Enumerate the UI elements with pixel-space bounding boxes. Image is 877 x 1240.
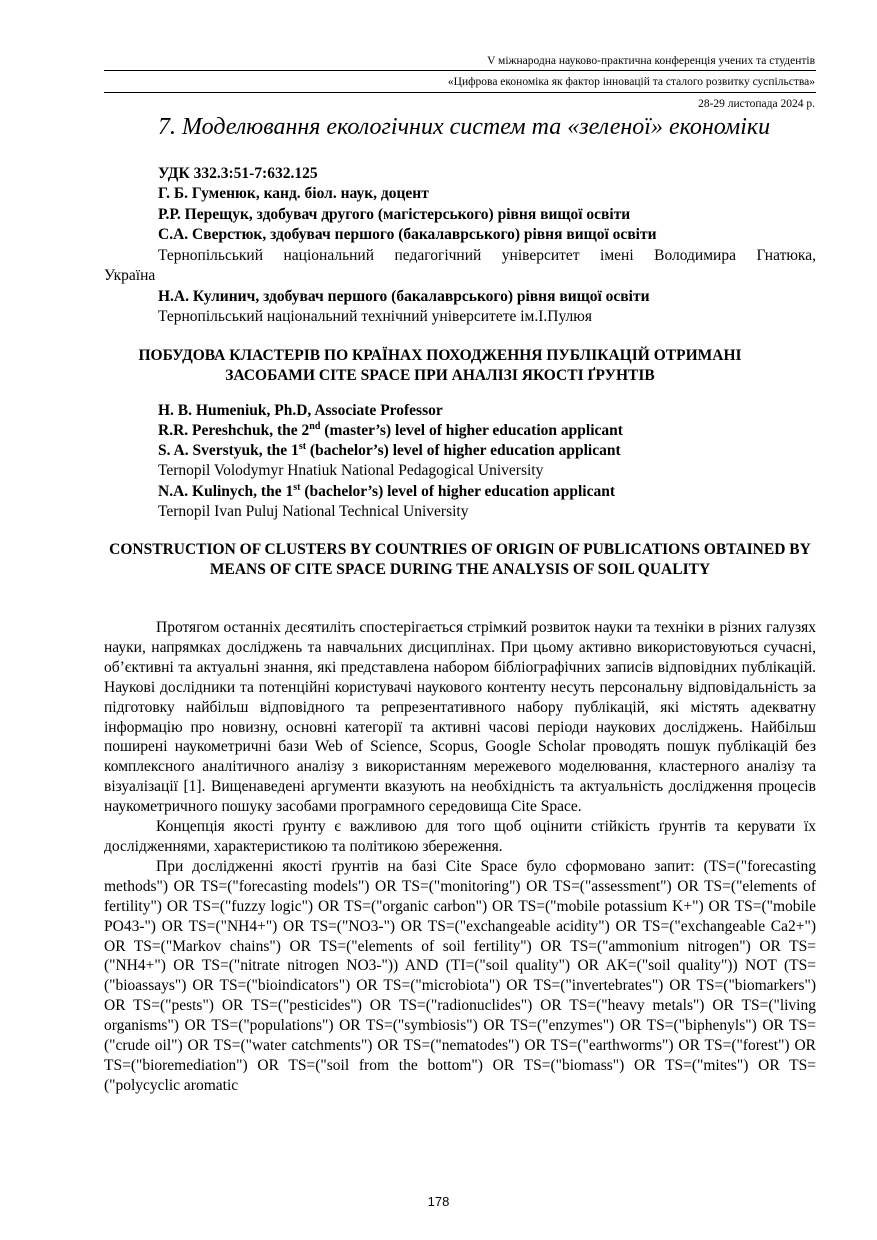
udk-code: УДК 332.3:51-7:632.125	[158, 165, 318, 182]
author-ua: Г. Б. Гуменюк, канд. біол. наук, доцент	[158, 185, 429, 202]
paragraph: Концепція якості ґрунту є важливою для того щоб оцінити стійкість ґрунтів та керувати їх дослідженнями, характеристикою та політикою збереження.	[104, 818, 816, 855]
author-en: S. A. Sverstyuk, the 1st (bachelor’s) level of higher education applicant	[158, 440, 621, 459]
affiliation-ua: Тернопільський національний технічний університете ім.І.Пулюя	[158, 308, 592, 325]
author-ua: Н.А. Кулинич, здобувач першого (бакалаврського) рівня вищої освіти	[158, 288, 650, 305]
running-header-date: 28-29 листопада 2024 р.	[698, 98, 815, 110]
affiliation-ua: Тернопільський національний педагогічний університет імені Володимира Гнатюка,	[158, 247, 816, 264]
author-en: H. B. Humeniuk, Ph.D, Associate Professor	[158, 402, 443, 419]
author-en: R.R. Pereshchuk, the 2nd (master’s) level of higher education applicant	[158, 420, 623, 439]
author-en: N.A. Kulinych, the 1st (bachelor’s) level of higher education applicant	[158, 481, 616, 500]
section-heading: 7. Моделювання екологічних систем та «зеленої» економіки	[158, 114, 771, 140]
header-rule	[104, 92, 816, 93]
running-header-conference: V міжнародна науково-практична конференція учених та студентів	[487, 55, 815, 67]
author-ua: С.А. Сверстюк, здобувач першого (бакалаврського) рівня вищої освіти	[158, 226, 657, 243]
paragraph: При дослідженні якості ґрунтів на базі Cite Space було сформовано запит: (TS=("forecasting methods") OR TS=("forecasting models") OR TS=("monitoring") OR TS=("assessment") OR TS=("elements of fertility") OR TS=("fuzzy logic") OR TS=("organic carbon") OR TS=("mobile potassium K+") OR TS=("mobile PO43-") OR TS=("NH4+") OR TS=("NO3-") OR TS=("exchangeable acidity") OR TS=("exchangeable Ca2+") OR TS=("Markov chains") OR TS=("elements of soil fertility") OR TS=("ammonium nitrogen") OR TS=("NH4+") OR TS=("nitrate nitrogen NO3-")) AND (TI=("soil quality") OR AK=("soil quality")) NOT (TS=("bioassays") OR TS=("bioindicators") OR TS=("microbiota") OR TS=("invertebrates") OR TS=("biomarkers") OR TS=("pests") OR TS=("pesticides") OR TS=("radionuclides") OR TS=("heavy metals") OR TS=("living organisms") OR TS=("populations") OR TS=("symbiosis") OR TS=("enzymes") OR TS=("biphenyls") OR TS=("crude oil") OR TS=("water catchments") OR TS=("nematodes") OR TS=("earthworms") OR TS=("forest") OR TS=("bioremediation") OR TS=("soil from the bottom") OR TS=("biomass") OR TS=("mites") OR TS=("polycyclic aromatic	[104, 857, 816, 1094]
author-ua: Р.Р. Перещук, здобувач другого (магістерського) рівня вищої освіти	[158, 206, 631, 223]
affiliation-ua-country: Україна	[104, 267, 156, 284]
body-text	[104, 618, 816, 1096]
header-rule	[104, 70, 816, 71]
paper-title-en: CONSTRUCTION OF CLUSTERS BY COUNTRIES OF ORIGIN OF PUBLICATIONS OBTAINED BY MEANS OF CITE SPACE DURING THE ANALYSIS OF SOIL QUALITY	[109, 541, 811, 578]
paper-title-ua: ПОБУДОВА КЛАСТЕРІВ ПО КРАЇНАХ ПОХОДЖЕННЯ ПУБЛІКАЦІЙ ОТРИМАНІ ЗАСОБАМИ CITE SPACE ПРИ АНАЛІЗІ ЯКОСТІ ҐРУНТІВ	[138, 347, 742, 384]
paragraph: Протягом останніх десятиліть спостерігається стрімкий розвиток науки та техніки в різних галузях науки, напрямках досліджень та навчальних дисциплінах. При цьому активно використовуються сучасні, об’єктивні та актуальні знання, які представлена набором бібліографічних записів відповідних публікацій. Наукові дослідники та потенційні користувачі наукового контенту несуть персональну відповідальність за підготовку найбільш відповідного та репрезентативного набору публікацій, які містять адекватну інформацію про новизну, основні категорії та активні часові періоди наукових досліджень. Найбільш поширені наукометричні бази Web of Science, Scopus, Google Scholar проводять пошук публікацій без комплексного аналітичного аналізу з використанням мережевого моделювання, кластерного аналізу та візуалізації [1]. Вищенаведені аргументи вказують на необхідність та актуальність дослідження процесів наукометричного пошуку засобами програмного середовища Cite Space.	[104, 619, 816, 816]
page-number: 178	[427, 1194, 450, 1209]
running-header-theme: «Цифрова економіка як фактор інновацій та сталого розвитку суспільства»	[447, 76, 815, 88]
affiliation-en: Ternopil Ivan Puluj National Technical University	[158, 503, 469, 520]
affiliation-en: Ternopil Volodymyr Hnatiuk National Pedagogical University	[158, 462, 544, 479]
